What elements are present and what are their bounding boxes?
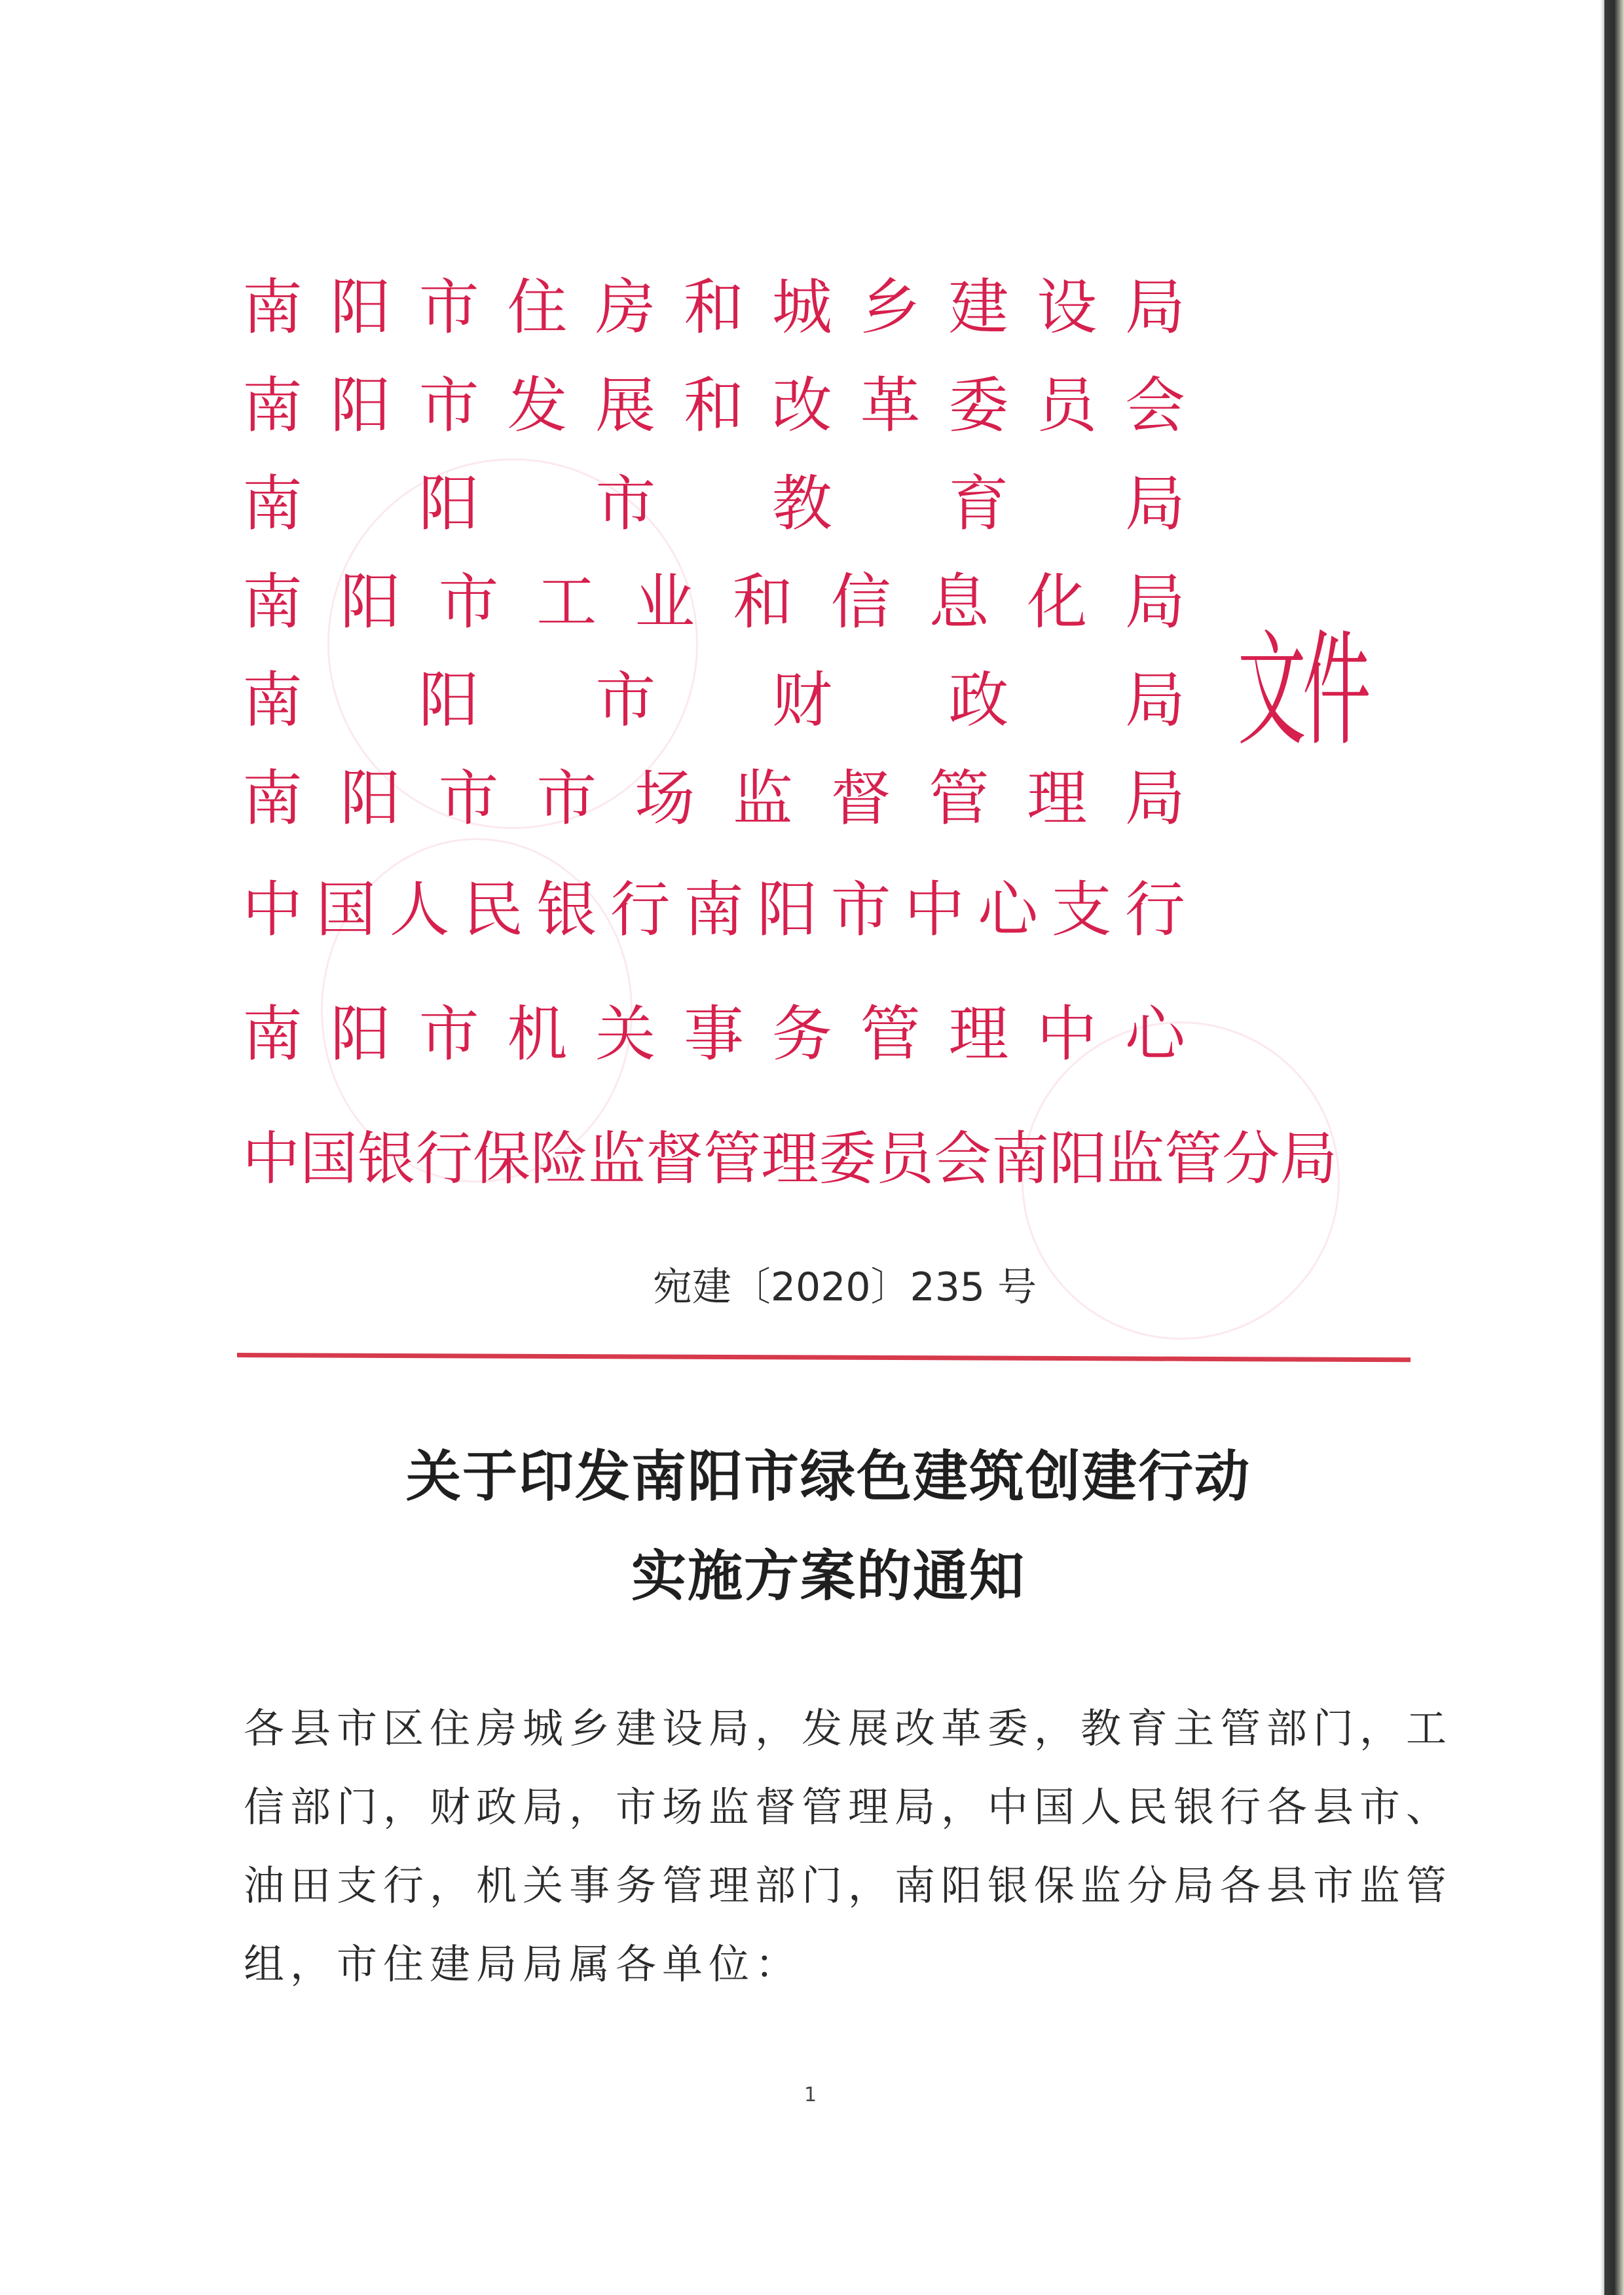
issuer-char: 理 — [761, 1125, 819, 1192]
issuer-char: 和 — [683, 272, 744, 342]
issuer-char: 中 — [1037, 999, 1098, 1069]
recipients-line: 信部门，财政局，市场监督管理局，中国人民银行各县市、 — [244, 1783, 1453, 1831]
issuer-char: 乡 — [860, 272, 921, 342]
issuer-char: 管 — [703, 1125, 762, 1192]
issuer-char: 建 — [948, 272, 1009, 342]
issuer-char: 南 — [242, 763, 303, 834]
issuer-line — [242, 652, 1185, 750]
issuer-char: 中 — [242, 1125, 301, 1192]
issuer-char: 督 — [646, 1125, 704, 1192]
issuer-char: 局 — [1124, 665, 1185, 735]
issuer-char: 监 — [588, 1125, 646, 1192]
issuer-char: 南 — [242, 665, 303, 735]
issuer-char: 局 — [1124, 469, 1185, 539]
issuer-char: 局 — [1124, 567, 1185, 637]
recipients-line: 各县市区住房城乡建设局，发展改革委，教育主管部门，工 — [244, 1704, 1453, 1752]
issuer-char: 市 — [418, 999, 479, 1069]
issuer-char: 南 — [242, 567, 303, 637]
issuer-char: 事 — [683, 999, 744, 1069]
issuer-char: 阳 — [330, 999, 391, 1069]
issuer-char: 中 — [904, 875, 965, 945]
issuer-line — [242, 259, 1185, 357]
issuer-char: 心 — [978, 875, 1039, 945]
issuer-line — [242, 848, 1185, 972]
issuer-char: 保 — [473, 1125, 531, 1192]
document-number: 宛建〔2020〕235 号 — [652, 1264, 1037, 1310]
issuer-char: 管 — [929, 763, 989, 834]
document-title-line-2: 实施方案的通知 — [631, 1543, 1025, 1608]
issuer-char: 财 — [771, 665, 832, 735]
issuer-char: 房 — [595, 272, 656, 342]
issuer-char: 阳 — [330, 272, 391, 342]
issuer-char: 会 — [1124, 371, 1185, 441]
issuer-char: 阳 — [418, 469, 479, 539]
page-number: 1 — [804, 2084, 817, 2106]
issuer-char: 管 — [860, 999, 921, 1069]
issuer-char: 局 — [1124, 763, 1185, 834]
issuer-char: 机 — [507, 999, 568, 1069]
issuer-char: 国 — [316, 875, 377, 945]
issuer-char: 务 — [771, 999, 832, 1069]
issuer-char: 设 — [1037, 272, 1098, 342]
issuer-char: 化 — [1027, 567, 1088, 637]
issuer-char: 南 — [242, 371, 303, 441]
issuer-char: 委 — [948, 371, 1009, 441]
issuer-char: 中 — [242, 875, 303, 945]
issuer-char: 阳 — [340, 763, 401, 834]
issuer-char: 银 — [358, 1125, 416, 1192]
issuer-char: 阳 — [1049, 1125, 1107, 1192]
issuer-char: 行 — [1124, 875, 1185, 945]
issuer-char: 市 — [536, 763, 597, 834]
issuer-line — [242, 553, 1185, 652]
issuer-line — [242, 750, 1185, 848]
issuer-char: 南 — [242, 999, 303, 1069]
document-title-line-1: 关于印发南阳市绿色建筑创建行动 — [405, 1444, 1251, 1509]
issuer-char: 理 — [948, 999, 1009, 1069]
issuer-char: 信 — [830, 567, 891, 637]
issuer-char: 市 — [418, 371, 479, 441]
issuer-char: 员 — [876, 1125, 934, 1192]
issuer-char: 市 — [438, 763, 499, 834]
issuer-line — [242, 455, 1185, 553]
issuer-char: 市 — [438, 567, 499, 637]
issuer-char: 会 — [934, 1125, 992, 1192]
issuer-char: 工 — [536, 567, 597, 637]
issuer-char: 阳 — [418, 665, 479, 735]
issuer-char: 住 — [507, 272, 568, 342]
issuer-char: 教 — [771, 469, 832, 539]
issuer-char: 市 — [830, 875, 891, 945]
issuer-char: 育 — [948, 469, 1009, 539]
issuer-char: 南 — [683, 875, 744, 945]
issuer-char: 局 — [1124, 272, 1185, 342]
issuer-char: 局 — [1280, 1125, 1338, 1192]
issuer-char: 革 — [860, 371, 921, 441]
issuer-char: 市 — [595, 469, 656, 539]
issuer-char: 和 — [732, 567, 793, 637]
recipients-line: 油田支行，机关事务管理部门，南阳银保监分局各县市监管 — [244, 1862, 1453, 1909]
issuer-char: 场 — [635, 763, 695, 834]
issuer-char: 员 — [1037, 371, 1098, 441]
issuer-char: 委 — [819, 1125, 877, 1192]
issuer-char: 南 — [242, 272, 303, 342]
issuer-line — [242, 972, 1185, 1097]
issuer-char: 行 — [415, 1125, 473, 1192]
issuer-char: 阳 — [340, 567, 401, 637]
issuer-char: 关 — [595, 999, 656, 1069]
issuer-char: 阳 — [330, 371, 391, 441]
issuer-char: 南 — [991, 1125, 1050, 1192]
issuer-char: 行 — [610, 875, 671, 945]
issuer-line — [242, 1097, 1338, 1221]
issuer-line — [242, 357, 1185, 455]
issuer-char: 心 — [1124, 999, 1185, 1069]
issuer-char: 和 — [683, 371, 744, 441]
issuer-char: 城 — [771, 272, 832, 342]
issuer-char: 管 — [1164, 1125, 1223, 1192]
issuer-char: 发 — [507, 371, 568, 441]
issuer-char: 改 — [771, 371, 832, 441]
recipients-line: 组，市住建局局属各单位： — [244, 1940, 802, 1988]
issuer-char: 阳 — [757, 875, 818, 945]
issuer-char: 国 — [300, 1125, 358, 1192]
issuer-char: 民 — [462, 875, 523, 945]
issuer-char: 理 — [1027, 763, 1088, 834]
issuer-char: 市 — [595, 665, 656, 735]
issuer-char: 险 — [530, 1125, 589, 1192]
issuer-char: 监 — [732, 763, 793, 834]
issuer-char: 业 — [635, 567, 695, 637]
issuer-char: 政 — [948, 665, 1009, 735]
issuer-char: 展 — [595, 371, 656, 441]
issuer-char: 支 — [1051, 875, 1112, 945]
issuer-char: 分 — [1222, 1125, 1280, 1192]
issuer-char: 市 — [418, 272, 479, 342]
scan-border — [1604, 0, 1624, 2295]
issuer-char: 督 — [830, 763, 891, 834]
issuer-char: 南 — [242, 469, 303, 539]
issuer-char: 银 — [536, 875, 597, 945]
issuer-char: 监 — [1107, 1125, 1165, 1192]
recipients-paragraph — [244, 1689, 1453, 2004]
document-label: 文件 — [1238, 618, 1368, 763]
issuer-char: 人 — [389, 875, 450, 945]
red-divider-line — [237, 1353, 1411, 1362]
issuer-char: 息 — [929, 567, 989, 637]
